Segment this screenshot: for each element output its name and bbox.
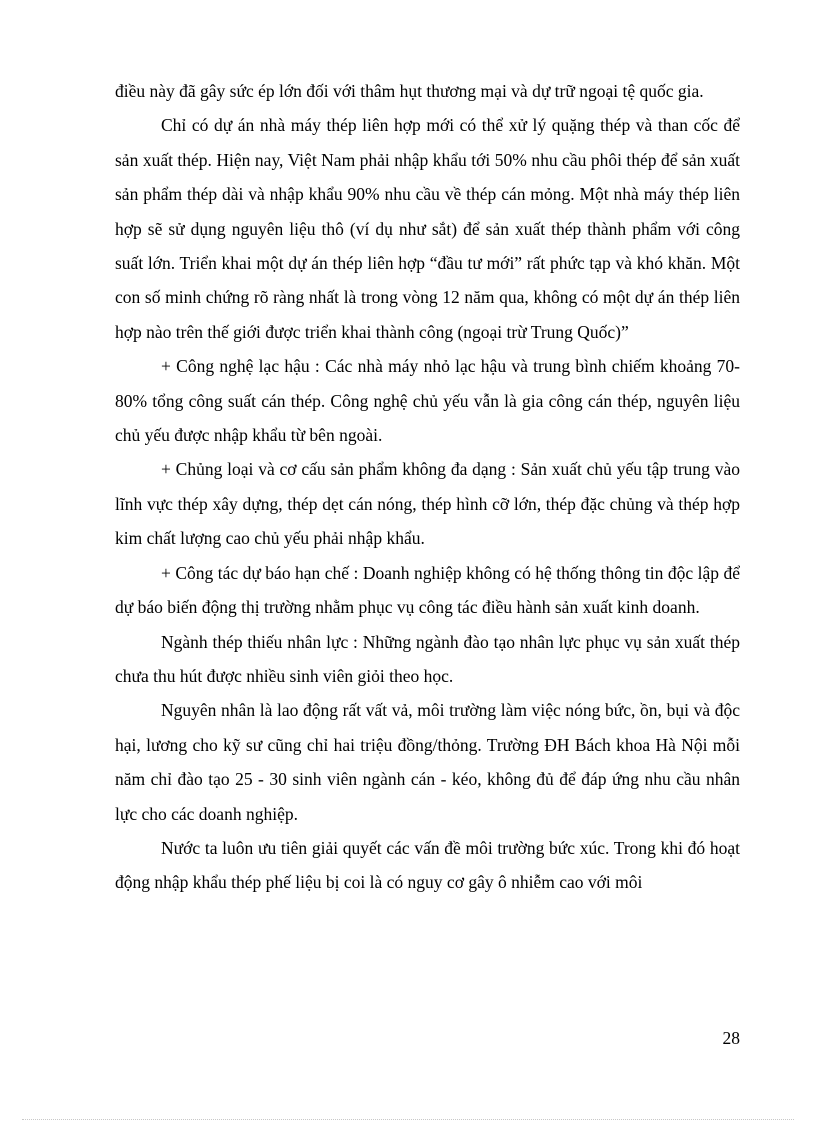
paragraph-continuation: điều này đã gây sức ép lớn đối với thâm hụt thương mại và dự trữ ngoại tệ quốc gia. <box>115 81 704 101</box>
paragraph-integrated-steel-plant: Chỉ có dự án nhà máy thép liên hợp mới có thể xử lý quặng thép và than cốc để sản xuất thép. Hiện nay, Việt Nam phải nhập khẩu tới 50% nhu cầu phôi thép để sản xuất sản phẩm thép dài và nhập khẩu 90% nhu cầu về thép cán mỏng. Một nhà máy thép liên hợp sẽ sử dụng nguyên liệu thô (ví dụ như sắt) để sản xuất thép thành phẩm với công suất lớn. Triển khai một dự án thép liên hợp “đầu tư mới” rất phức tạp và khó khăn. Một con số minh chứng rõ ràng nhất là trong vòng 12 năm qua, không có một dự án thép liên hợp nào trên thế giới được triển khai thành công (ngoại trừ Trung Quốc)” <box>115 115 740 342</box>
paragraph-forecasting: + Công tác dự báo hạn chế : Doanh nghiệp không có hệ thống thông tin độc lập để dự báo biến động thị trường nhằm phục vụ công tác điều hành sản xuất kinh doanh. <box>115 562 740 618</box>
document-body <box>115 74 740 900</box>
paragraph-environment: Nước ta luôn ưu tiên giải quyết các vấn đề môi trường bức xúc. Trong khi đó hoạt động nhập khẩu thép phế liệu bị coi là có nguy cơ gây ô nhiễm cao với môi <box>115 837 740 893</box>
paragraph-outdated-technology: + Công nghệ lạc hậu : Các nhà máy nhỏ lạc hậu và trung bình chiếm khoảng 70-80% tổng công suất cán thép. Công nghệ chủ yếu vẫn là gia công cán thép, nguyên liệu chủ yếu được nhập khẩu từ bên ngoài. <box>115 356 740 446</box>
page-number: 28 <box>722 1028 740 1048</box>
paragraph-product-structure: + Chủng loại và cơ cấu sản phẩm không đa dạng : Sản xuất chủ yếu tập trung vào lĩnh vực thép xây dựng, thép dẹt cán nóng, thép hình cỡ lớn, thép đặc chủng và thép hợp kim chất lượng cao chủ yếu phải nhập khẩu. <box>115 459 740 549</box>
page-bottom-divider <box>22 1119 794 1120</box>
paragraph-labor-reasons: Nguyên nhân là lao động rất vất vả, môi trường làm việc nóng bức, ồn, bụi và độc hại, lương cho kỹ sư cũng chỉ hai triệu đồng/thỏng. Trường ĐH Bách khoa Hà Nội mỗi năm chỉ đào tạo 25 - 30 sinh viên ngành cán - kéo, không đủ để đáp ứng nhu cầu nhân lực cho các doanh nghiệp. <box>115 700 740 824</box>
paragraph-labor-shortage: Ngành thép thiếu nhân lực : Những ngành đào tạo nhân lực phục vụ sản xuất thép chưa thu hút được nhiều sinh viên giỏi theo học. <box>115 631 740 686</box>
